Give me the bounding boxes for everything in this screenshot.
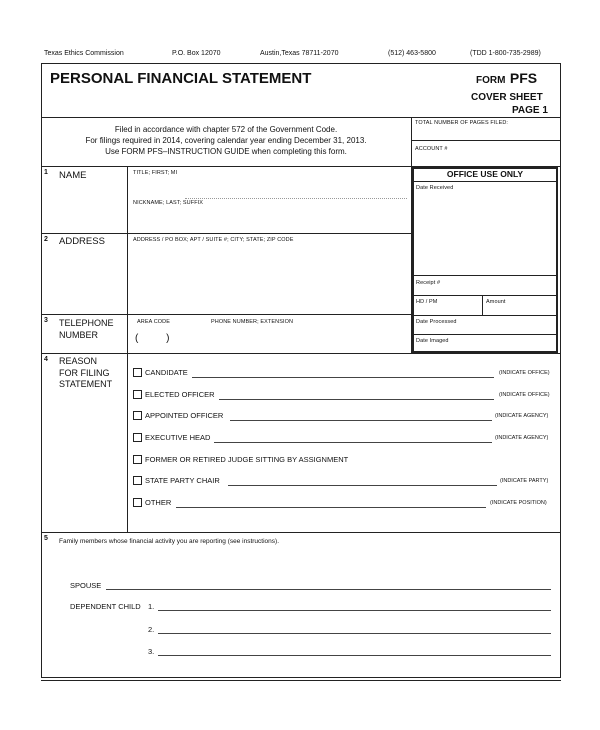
reason-label-line-1: REASON (59, 356, 98, 366)
elected-officer-checkbox[interactable] (133, 390, 142, 399)
title-divider (41, 117, 561, 118)
appointed-officer-indicate: (INDICATE AGENCY) (495, 413, 549, 419)
other-checkbox[interactable] (133, 498, 142, 507)
phone-extension-label: PHONE NUMBER; EXTENSION (211, 319, 294, 325)
org-name: Texas Ethics Commission (44, 50, 124, 57)
phone-number-input[interactable] (205, 330, 405, 348)
spouse-input[interactable] (106, 589, 551, 590)
telephone-label-line-2: NUMBER (59, 329, 99, 340)
bottom-rule (41, 680, 561, 681)
family-intro: Family members whose financial activity you are reporting (see instructions). (59, 538, 280, 545)
former-judge-checkbox[interactable] (133, 455, 142, 464)
po-box: P.O. Box 12070 (172, 50, 221, 57)
elected-officer-label: ELECTED OFFICER (145, 390, 215, 399)
filing-line-3: Use FORM PFS–INSTRUCTION GUIDE when completing this form. (105, 147, 347, 156)
appointed-officer-checkbox[interactable] (133, 411, 142, 420)
candidate-line[interactable] (192, 377, 494, 378)
filing-instructions (41, 124, 411, 157)
name-label: NAME (59, 170, 87, 181)
child-3-input[interactable] (158, 655, 551, 656)
state-party-chair-label: STATE PARTY CHAIR (145, 476, 220, 485)
state-party-chair-line[interactable] (228, 485, 497, 486)
child-1-number: 1. (148, 602, 155, 611)
form-code: PFS (509, 70, 538, 86)
appointed-officer-line[interactable] (230, 420, 492, 421)
amount-label: Amount (486, 299, 506, 305)
reason-label (59, 356, 112, 391)
other-label: OTHER (145, 498, 172, 507)
amount-row-divider (412, 315, 558, 316)
nickname-last-suffix-label: NICKNAME; LAST; SUFFIX (133, 200, 204, 206)
child-2-number: 2. (148, 625, 155, 634)
elected-officer-indicate: (INDICATE OFFICE) (499, 392, 550, 398)
title-first-mi-label: TITLE; FIRST; MI (133, 170, 178, 176)
section-1-divider (41, 233, 411, 234)
state-party-chair-indicate: (INDICATE PARTY) (500, 478, 549, 484)
date-received-label: Date Received (416, 185, 454, 191)
section-2-divider (41, 314, 411, 315)
label-column-divider (127, 166, 128, 532)
office-title-divider (412, 181, 558, 182)
other-line[interactable] (176, 507, 486, 508)
form-title: PERSONAL FINANCIAL STATEMENT (50, 70, 312, 87)
area-code-input[interactable]: ( ) (135, 333, 170, 344)
address-label: ADDRESS (59, 236, 105, 247)
address-input[interactable] (130, 246, 408, 310)
candidate-label: CANDIDATE (145, 368, 188, 377)
executive-head-line[interactable] (214, 442, 492, 443)
former-judge-label: FORMER OR RETIRED JUDGE SITTING BY ASSIGNMENT (145, 455, 349, 464)
receipt-label: Receipt # (416, 280, 441, 286)
date-processed-label: Date Processed (416, 319, 457, 325)
appointed-officer-label: APPOINTED OFFICER (145, 411, 224, 420)
processed-divider (412, 334, 558, 335)
section-5-number: 5 (44, 535, 48, 542)
spouse-label: SPOUSE (70, 581, 102, 590)
phone-number: (512) 463-5800 (388, 50, 436, 57)
date-received-divider (412, 275, 558, 276)
reason-label-line-2: FOR FILING (59, 367, 110, 378)
child-2-input[interactable] (158, 633, 551, 634)
receipt-divider (412, 295, 558, 296)
reason-label-line-3: STATEMENT (59, 379, 113, 389)
dependent-child-label: DEPENDENT CHILD (70, 602, 141, 611)
executive-head-indicate: (INDICATE AGENCY) (495, 435, 549, 441)
section-3-divider (41, 353, 561, 354)
child-1-input[interactable] (158, 610, 551, 611)
section-4-number: 4 (44, 356, 48, 363)
address-field-label: ADDRESS / PO BOX; APT / SUITE #; CITY; STATE; ZIP CODE (133, 237, 294, 243)
other-indicate: (INDICATE POSITION) (490, 500, 547, 506)
area-code-label: AREA CODE (137, 319, 170, 325)
total-pages-divider (411, 140, 561, 141)
executive-head-checkbox[interactable] (133, 433, 142, 442)
state-party-chair-checkbox[interactable] (133, 476, 142, 485)
account-label: ACCOUNT # (415, 146, 448, 152)
telephone-label-line-1: TELEPHONE (59, 318, 114, 328)
form-prefix: FORM (476, 75, 506, 86)
child-3-number: 3. (148, 647, 155, 656)
filing-line-2: For filings required in 2014, covering calendar year ending December 31, 2013. (85, 136, 367, 145)
section-4-divider (41, 532, 561, 533)
hd-pm-label: HD / PM (416, 299, 438, 305)
candidate-indicate: (INDICATE OFFICE) (499, 370, 550, 376)
page-number: PAGE 1 (512, 105, 548, 116)
amount-divider (482, 295, 483, 315)
name-input[interactable] (130, 180, 408, 230)
executive-head-label: EXECUTIVE HEAD (145, 433, 211, 442)
elected-officer-line[interactable] (219, 399, 494, 400)
total-pages-label: TOTAL NUMBER OF PAGES FILED: (415, 120, 509, 126)
section-1-number: 1 (44, 169, 48, 176)
city-address: Austin,Texas 78711-2070 (260, 50, 339, 57)
cover-sheet-label: COVER SHEET (471, 92, 543, 103)
section-2-number: 2 (44, 236, 48, 243)
form-id (476, 70, 537, 88)
filing-line-1: Filed in accordance with chapter 572 of the Government Code. (114, 125, 338, 134)
candidate-checkbox[interactable] (133, 368, 142, 377)
office-use-box (412, 167, 558, 353)
office-use-title: OFFICE USE ONLY (446, 169, 524, 179)
date-imaged-label: Date Imaged (416, 338, 449, 344)
telephone-label (59, 318, 114, 341)
section-3-number: 3 (44, 317, 48, 324)
tdd-number: (TDD 1-800-735-2989) (470, 50, 541, 57)
